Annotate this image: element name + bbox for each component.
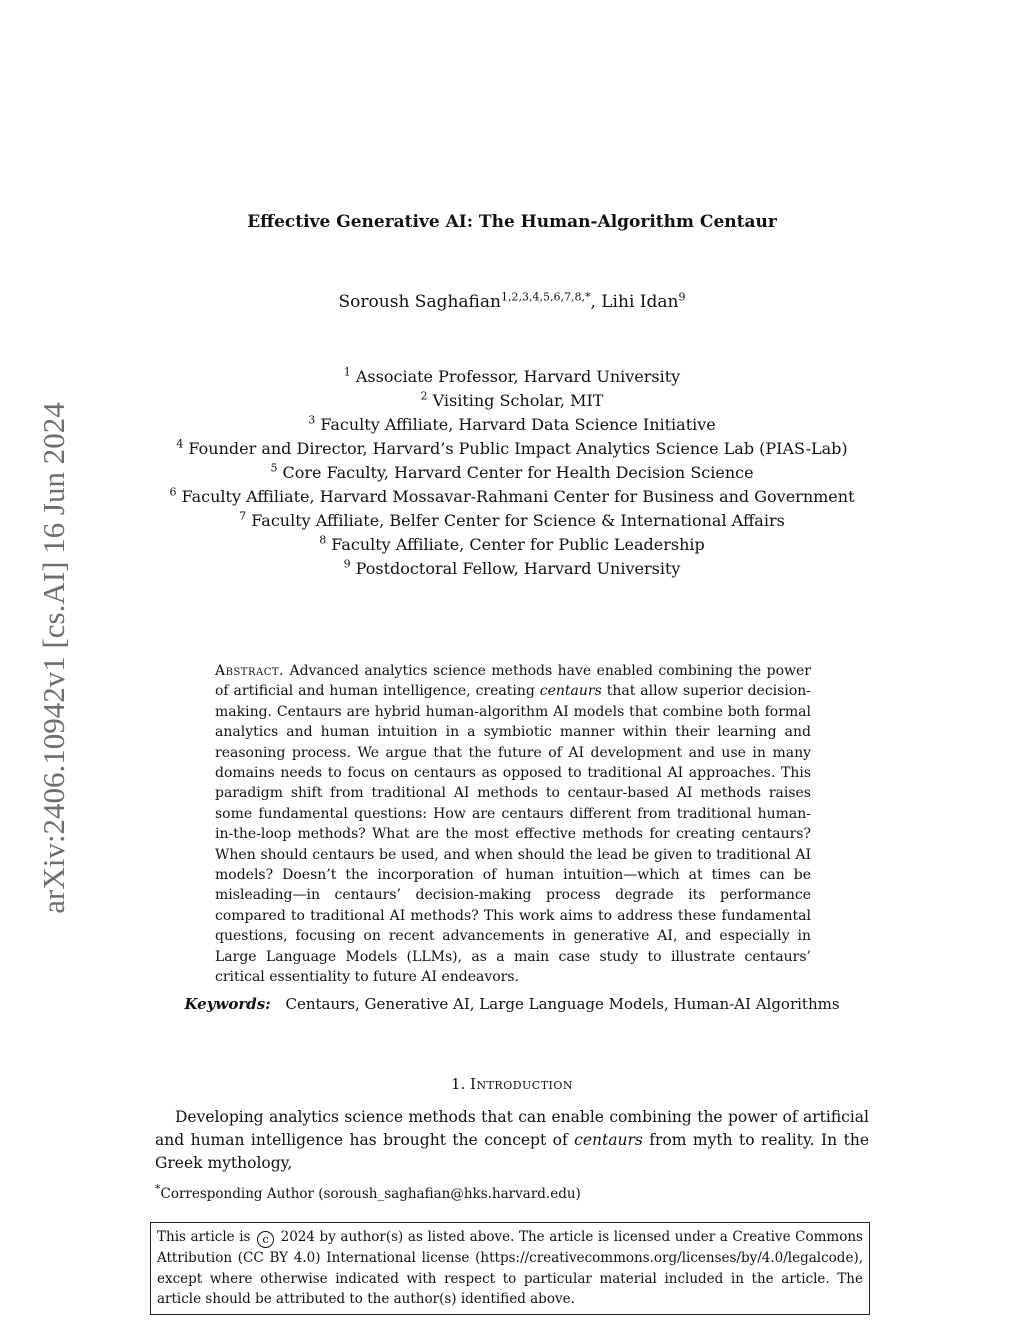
affiliation-item <box>0 437 1024 461</box>
affiliation-list <box>0 365 1024 581</box>
affiliation-item <box>0 533 1024 557</box>
affiliation-text: Core Faculty, Harvard Center for Health Decision Science <box>282 463 754 482</box>
author-list <box>0 292 1024 312</box>
affiliation-text: Associate Professor, Harvard University <box>355 367 681 386</box>
affiliation-number: 7 <box>239 509 247 523</box>
affiliation-item <box>0 389 1024 413</box>
abstract-text: that allow superior decision-making. Centaurs are hybrid human-algorithm AI models that combine both formal analytics and human intuition in a symbiotic manner within their learning and reasoning process. We argue that the future of AI development and use in many domains needs to focus on centaurs as opposed to traditional AI approaches. This paradigm shift from traditional AI methods to centaur-based AI methods raises some fundamental questions: How are centaurs different from traditional human-in-the-loop methods? What are the most effective methods for creating centaurs? When should centaurs be used, and when should the lead be given to traditional AI models? Doesn’t the incorporation of human intuition—which at times can be misleading—in centaurs’ decision-making process degrade its performance compared to traditional AI methods? This work aims to address these fundamental questions, focusing on recent advancements in generative AI, and especially in Large Language Models (LLMs), as a main case study to illustrate centaurs’ critical essentiality to future AI endeavors. <box>215 683 811 986</box>
affiliation-number: 8 <box>319 533 327 547</box>
affiliation-text: Founder and Director, Harvard’s Public Impact Analytics Science Lab (PIAS-Lab) <box>188 439 848 458</box>
section-title: Introduction <box>470 1075 574 1093</box>
affiliation-item <box>0 509 1024 533</box>
affiliation-number: 3 <box>308 413 316 427</box>
keywords <box>0 995 1024 1013</box>
affiliation-item <box>0 365 1024 389</box>
author-separator: , <box>590 292 602 312</box>
affiliation-number: 5 <box>270 461 278 475</box>
author-affiliation-marks: 9 <box>678 290 686 304</box>
affiliation-number: 6 <box>169 485 177 499</box>
affiliation-text: Visiting Scholar, MIT <box>432 391 604 410</box>
paper-title: Effective Generative AI: The Human-Algorithm Centaur <box>247 212 777 232</box>
section-number: 1. <box>450 1075 466 1093</box>
affiliation-number: 9 <box>343 557 351 571</box>
intro-text: Developing analytics science methods that can enable combining the power of artificial and human intelligence has brought the concept of <box>155 1108 869 1149</box>
intro-text: from myth to reality. In the Greek mythology, <box>155 1131 869 1172</box>
affiliation-item <box>0 461 1024 485</box>
intro-paragraph <box>155 1106 869 1175</box>
intro-emphasis: centaurs <box>574 1131 643 1149</box>
affiliation-number: 2 <box>420 389 428 403</box>
affiliation-text: Postdoctoral Fellow, Harvard University <box>355 559 681 578</box>
license-box <box>150 1222 870 1315</box>
footnote-mark: * <box>155 1182 161 1196</box>
abstract-text: Advanced analytics science methods have enabled combining the power of artificial and human intelligence, creating <box>215 663 811 700</box>
keywords-label: Keywords: <box>184 995 271 1013</box>
author-affiliation-marks: 1,2,3,4,5,6,7,8,* <box>500 290 591 304</box>
abstract-emphasis: centaurs <box>539 683 602 700</box>
affiliation-text: Faculty Affiliate, Harvard Data Science Initiative <box>320 415 716 434</box>
affiliation-item <box>0 557 1024 581</box>
abstract <box>215 661 811 988</box>
footnote-text: Corresponding Author (soroush_saghafian@hks.harvard.edu) <box>160 1186 581 1202</box>
affiliation-number: 1 <box>343 365 351 379</box>
abstract-label: Abstract. <box>215 663 285 679</box>
affiliation-item <box>0 485 1024 509</box>
author-name: Soroush Saghafian <box>338 292 501 312</box>
affiliation-text: Faculty Affiliate, Center for Public Leadership <box>331 535 705 554</box>
author-name: Lihi Idan <box>601 292 679 312</box>
arxiv-identifier-stamp: arXiv:2406.10942v1 [cs.AI] 16 Jun 2024 <box>36 402 71 914</box>
license-text: This article is <box>157 1229 251 1245</box>
affiliation-text: Faculty Affiliate, Harvard Mossavar-Rahmani Center for Business and Government <box>181 487 855 506</box>
affiliation-number: 4 <box>176 437 184 451</box>
keywords-text: Centaurs, Generative AI, Large Language Models, Human-AI Algorithms <box>285 995 840 1013</box>
section-heading <box>0 1075 1024 1093</box>
affiliation-text: Faculty Affiliate, Belfer Center for Science & International Affairs <box>251 511 785 530</box>
license-text: 2024 by author(s) as listed above. The article is licensed under a Creative Commons Attribution (CC BY 4.0) International license (https://creativecommons.org/licenses/by/4.0/legalcode), except where otherwise indicated with respect to particular material included in the article. The article should be attributed to the author(s) identified above. <box>157 1229 863 1307</box>
corresponding-author-footnote <box>155 1182 581 1202</box>
affiliation-item <box>0 413 1024 437</box>
copyright-icon: c <box>257 1231 274 1248</box>
